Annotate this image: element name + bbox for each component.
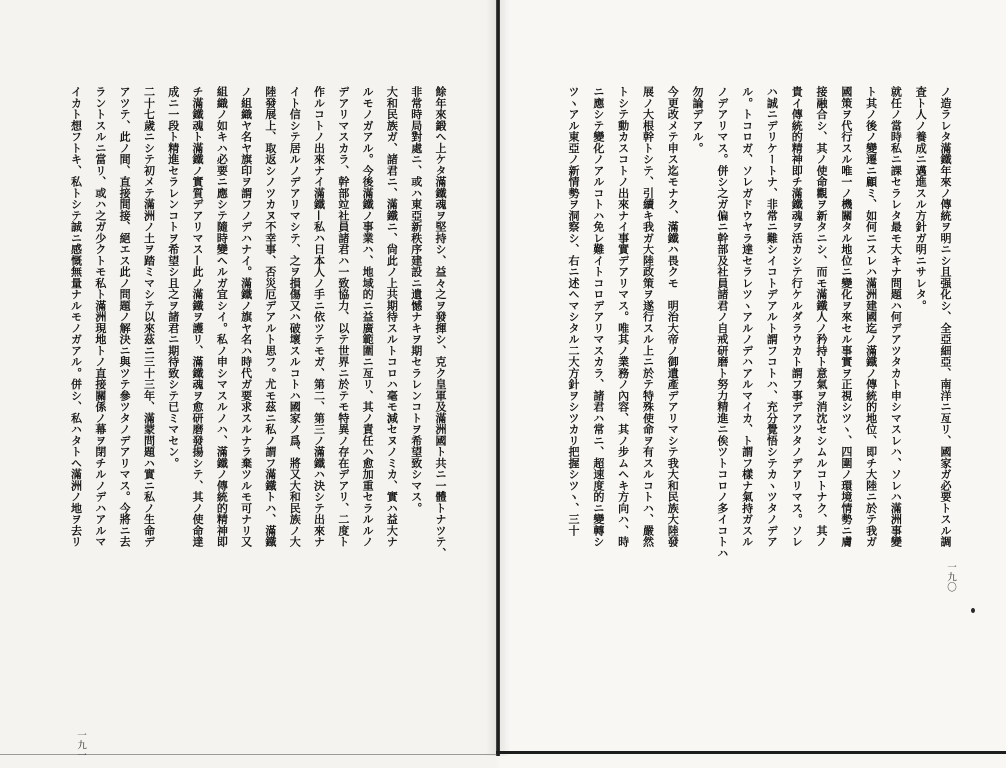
right-page-text — [560, 86, 957, 561]
text-column: 勿論デアル。 — [691, 86, 705, 154]
text-column: 二十七歲ニシテ初メテ滿洲ノ土ヲ踏ミマシテ以來茲ニ三十三年、滿蒙問題ハ實ニ私ノ生命デ — [142, 86, 156, 548]
text-column: イカト想フトキ、私トシテ誠ニ感慨無量ナルモノガアル。併シ、私ハタトヘ滿洲ノ地ヲ去リ — [69, 86, 83, 548]
text-column: ノ造ラレタ滿鐵年來ノ傳統ヲ明ニシ且强化シ、全亞細亞、南洋ニ亙リ、國家ガ必要トスル調 — [939, 86, 952, 548]
text-column: 陸發展上、取返シノツカヌ不幸事、否災厄デアルト思フ。尤モ茲ニ私ノ謂フ滿鐵トハ、滿鐵 — [263, 86, 277, 548]
text-column: ノ組織ヤ名ヤ旗印ヲ謂フノデハナイ。滿鐵ノ旗ヤ名ハ時代ガ要求スルナラ棄ツルモ可ナリ又 — [239, 86, 253, 548]
text-column: 今更改メテ申ス迄モナク、滿鐵ハ畏クモ 明治大帝ノ御遺產デアリマシテ我大和民族大陸發 — [666, 86, 680, 548]
text-column: ル。トコロガ、ソレガドウヤラ達セラレツヽアルノデハアルマイカ、ト謂フ樣ナ氣持ガスル — [740, 86, 754, 548]
text-column: チ滿鐵魂ト滿鐵ノ實質デアリマス—此ノ滿鐵ヲ護リ、滿鐵魂ヲ愈研磨發揚シテ、其ノ使命達 — [191, 86, 205, 548]
text-column: 作ルコトノ出來ナイ滿鐵—私ハ日本人ノ手ニ依ツテモガ、第二、第三ノ滿鐵ハ決シテ出來ナ — [312, 86, 326, 548]
text-column: ト其ノ後ノ變遷ニ顧ミ、如何ニスレハ滿洲建國迄ノ滿鐵ノ傳統的地位、即チ大陸ニ於テ我ガ — [864, 86, 878, 548]
text-column: 成ニ一段ト精進セラレンコトヲ希望シ且之ヲ諸君ニ期待致シテ已ミマセン。 — [166, 86, 180, 469]
left-page-text — [63, 86, 452, 561]
right-page-bottom-edge — [496, 751, 1006, 754]
text-column: 就任ノ當時私ニ課セラレタ最モ大キナ問題ハ何デアツタカト申シマスレハ、ソレハ滿洲事變 — [889, 86, 903, 548]
text-column: 組織ノ如キハ必要ニ應シテ隨時變ヘルガ宜シイ。私ノ申シマスルノハ、滿鐵ノ傳統的精神即 — [215, 86, 229, 548]
text-column: 査ト人ノ養成ニ邁進スル方針ガ明ニサレタ。 — [914, 86, 928, 311]
text-column: ニ應シテ變化ノアルコトハ免レ難イトコロデアリマスカラ、諸君ハ常ニ、超速度的ニ變轉シ — [591, 86, 605, 548]
text-column: 展ノ大根幹トシテ、引續キ我ガ大陸政策ヲ遂行スル上ニ於テ特殊使命ヲ有スルコトハ、嚴然 — [641, 86, 655, 548]
text-column: ルモノガアル。今後滿鐵ノ事業ハ、地域的ニ益廣範圍ニ亙リ、其ノ責任ハ愈加重セラルルノ — [361, 86, 375, 548]
book-binding-line — [496, 0, 500, 756]
text-column: ツヽアル東亞ノ新情勢ヲ洞察シ、右ニ述ヘマシタル二大方針ヲシツカリ把握シツヽ、三十 — [567, 86, 581, 536]
text-column: アツテ、此ノ間、直接間接、絕エス此ノ問題ノ解決ニ與ツテ參ツタノデアリマス。今將ニ去 — [118, 86, 132, 548]
text-column: 貴イ傳統的精神即チ滿鐵魂ヲ活カシテ行ケルダラウカト謂フ事デアツタノデアリマス。ソレ — [790, 86, 804, 548]
text-column: デアリマスカラ、幹部竝社員諸君ハ一致協力、以テ世界ニ於テモ特異ノ存在デアリ、二度ト — [336, 86, 350, 548]
right-page-number: 一九〇 — [945, 562, 956, 592]
text-column: 非常時局對處ニ、或ハ東亞新秩序建設ニ遺憾ナキヲ期セラレンコトヲ希望致シマス。 — [409, 86, 423, 514]
left-page-number: 一九一 — [75, 730, 86, 760]
text-column: ラントスルニ當リ、或ハ之ガ少クトモ私ト滿洲現地トノ直接關係ノ幕ヲ閉チルノデハアルマ — [93, 86, 107, 548]
text-column: 國策ヲ代行スル唯一ノ機關タル地位ニ變化ヲ來セル事實ヲ正視シツヽ、四圍ノ環境情勢ニ膚 — [839, 86, 853, 548]
text-column: 餘年來鍛ヘ上ケタ滿鐵魂ヲ堅持シ、益々之ヲ發揮シ、克ク皇軍及滿洲國ト共ニ一體トナツテ、 — [434, 86, 447, 559]
text-column: 接融合シ、其ノ使命觀ヲ新タニシ、而モ滿鐵人ノ矜持ト意氣ヲ消沈セシムルコトナク、其ノ — [815, 86, 829, 548]
text-column: トシテ動カスコトノ出來ナイ事實デアリマス。唯其ノ業務ノ內容、其ノ步ムヘキ方向ハ、時 — [616, 86, 630, 548]
text-column: イト信シテ居ルノデアリマシテ、之ヲ損傷又ハ破壞スルコトハ國家ノ爲、將又大和民族ノ大 — [288, 86, 302, 548]
scan-speck — [971, 608, 975, 613]
text-column: ノデアリマス。併シ之ガ偏ニ幹部及社員諸君ノ自戒研磨ト努力精進ニ俟ツトコロノ多イコトハ — [715, 86, 729, 559]
text-column: ハ誠ニデリケートナ、非常ニ難シイコトデアルト謂フコトハ、充分覺悟シテカヽツタノデア — [765, 86, 779, 548]
text-column: 大和民族ガ、諸君ニ、滿鐵ニ、尙此ノ上共期待スルトコロハ毫モ減セヌノミカ、實ハ益大ナ — [385, 86, 399, 548]
